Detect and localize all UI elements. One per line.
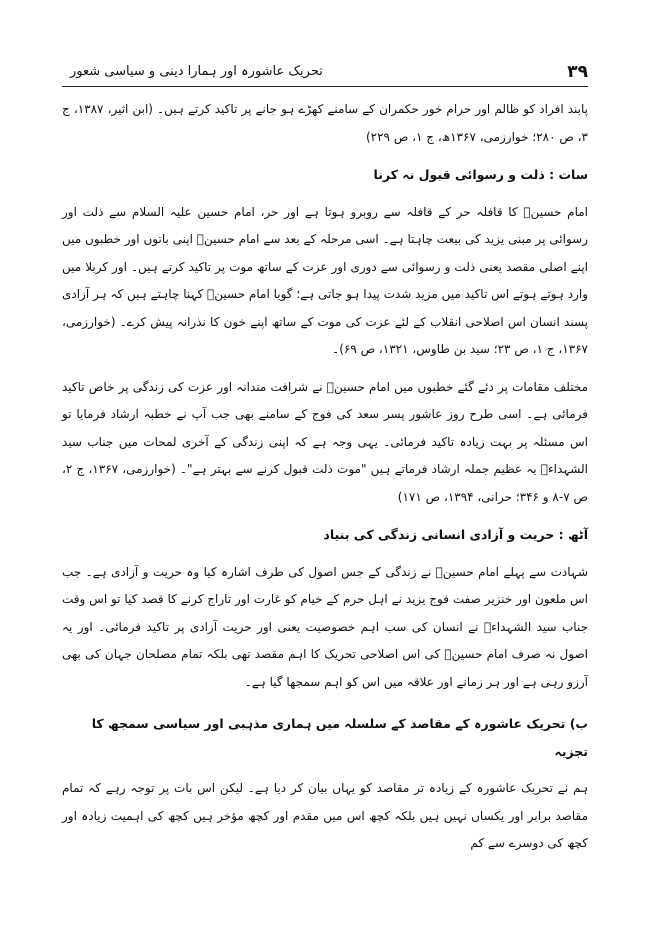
page-header <box>62 60 588 86</box>
running-title: تحریک عاشورہ اور ہمارا دینی و سیاسی شعور <box>70 64 323 79</box>
heading-seven: سات : ذلت و رسوائی قبول نہ کرنا <box>373 167 588 182</box>
paragraph-2: امام حسینؑ کا قافلہ حر کے قافلہ سے روبرو ہوتا ہے اور حر، امام حسین علیہ السلام سے ذلت اور رسوائی پر مبنی یزید کی بیعت چاہتا ہے۔ اسی مرحلہ کے بعد سے امام حسینؑ اپنی باتوں اور خطبوں میں اپنے اصلی مقصد یعنی ذلت و رسوائی سے دوری اور عزت کے ساتھ موت پر تاکید کرتے ہیں۔ اور کربلا میں وارد ہوتے ہوتے اس تاکید میں مزید شدت پیدا ہو جاتی ہے؛ گویا امام حسینؑ کہنا چاہتے ہیں کہ ہر آزادی پسند انسان اس اصلاحی انقلاب کے لئے عزت کی موت کے ساتھ اپنے خون کا نذرانہ پیش کرے۔ (خوارزمی، ۱۳۶۷، ج ۱، ص ۲۳؛ سید بن طاوس، ۱۳۲۱، ص ۶۹)۔ <box>61 204 588 356</box>
paragraph-4: شہادت سے پہلے امام حسینؑ نے زندگی کے جس اصول کی طرف اشارہ کیا وہ حریت و آزادی ہے۔ جب اس ملعون اور خنزیر صفت فوج یزید نے اہل حرم کے خیام کو غارت اور تاراج کرنے کا قصد کیا تو اس وقت جناب سید الشہداءؑ نے انسان کی سب اہم خصوصیت یعنی اور حریت آزادی پر تاکید فرمائی۔ اور یہ اصول نہ صرف امام حسینؑ کی اس اصلاحی تحریک کا اہم مقصد تھی بلکہ تمام مصلحان جہان کی بھی آرزو رہی ہے اور ہر زمانے اور علاقہ میں اس کو اہم سمجھا گیا ہے۔ <box>62 564 588 689</box>
header-divider <box>62 86 588 87</box>
page-number: ۳۹ <box>567 62 588 82</box>
section-heading-b: ب) تحریک عاشورہ کے مقاصد کے سلسلہ میں ہماری مذہبی اور سیاسی سمجھ کا تجزیہ <box>91 716 588 759</box>
paragraph-1: پابند افراد کو ظالم اور حرام خور حکمران کے سامنے کھڑے ہو جانے پر تاکید کرتے ہیں۔ (ابن اثیر، ۱۳۸۷، ج ۳، ص ۲۸۰؛ خوارزمی، ۱۳۶۷ھ، ج ۱، ص ۲۲۹) <box>62 102 589 144</box>
paragraph-3: مختلف مقامات پر دئے گئے خطبوں میں امام حسینؑ نے شرافت مندانہ اور عزت کی زندگی پر خاص تاکید فرمائی ہے۔ اسی طرح روز عاشور پسر سعد کی فوج کے سامنے بھی جب آپ نے خطبہ ارشاد فرمایا تو اس مسئلہ پر بہت زیادہ تاکید فرمائی۔ یہی وجہ ہے کہ اپنی زندگی کے آخری لمحات میں جناب سید الشہداءؑ یہ عظیم جملہ ارشاد فرماتے ہیں "موت ذلت قبول کرنے سے بہتر ہے"۔ (خوارزمی، ۱۳۶۷، ج ۲، ص ۷-۸ و ۳۴۶؛ حرانی، ۱۳۹۴، ص ۱۷۱) <box>62 379 589 504</box>
page-body <box>62 96 588 858</box>
paragraph-5: ہم نے تحریک عاشورہ کے زیادہ تر مقاصد کو یہاں بیان کر دیا ہے۔ لیکن اس بات پر توجہ رہے کہ تمام مقاصد برابر اور یکساں نہیں ہیں بلکہ کچھ اس میں مقدم اور کچھ مؤخر ہیں کچھ کی اہمیت زیادہ اور کچھ کی دوسرے سے کم <box>62 781 588 850</box>
heading-eight: آٹھ : حریت و آزادی انسانی زندگی کی بنیاد <box>323 527 588 542</box>
